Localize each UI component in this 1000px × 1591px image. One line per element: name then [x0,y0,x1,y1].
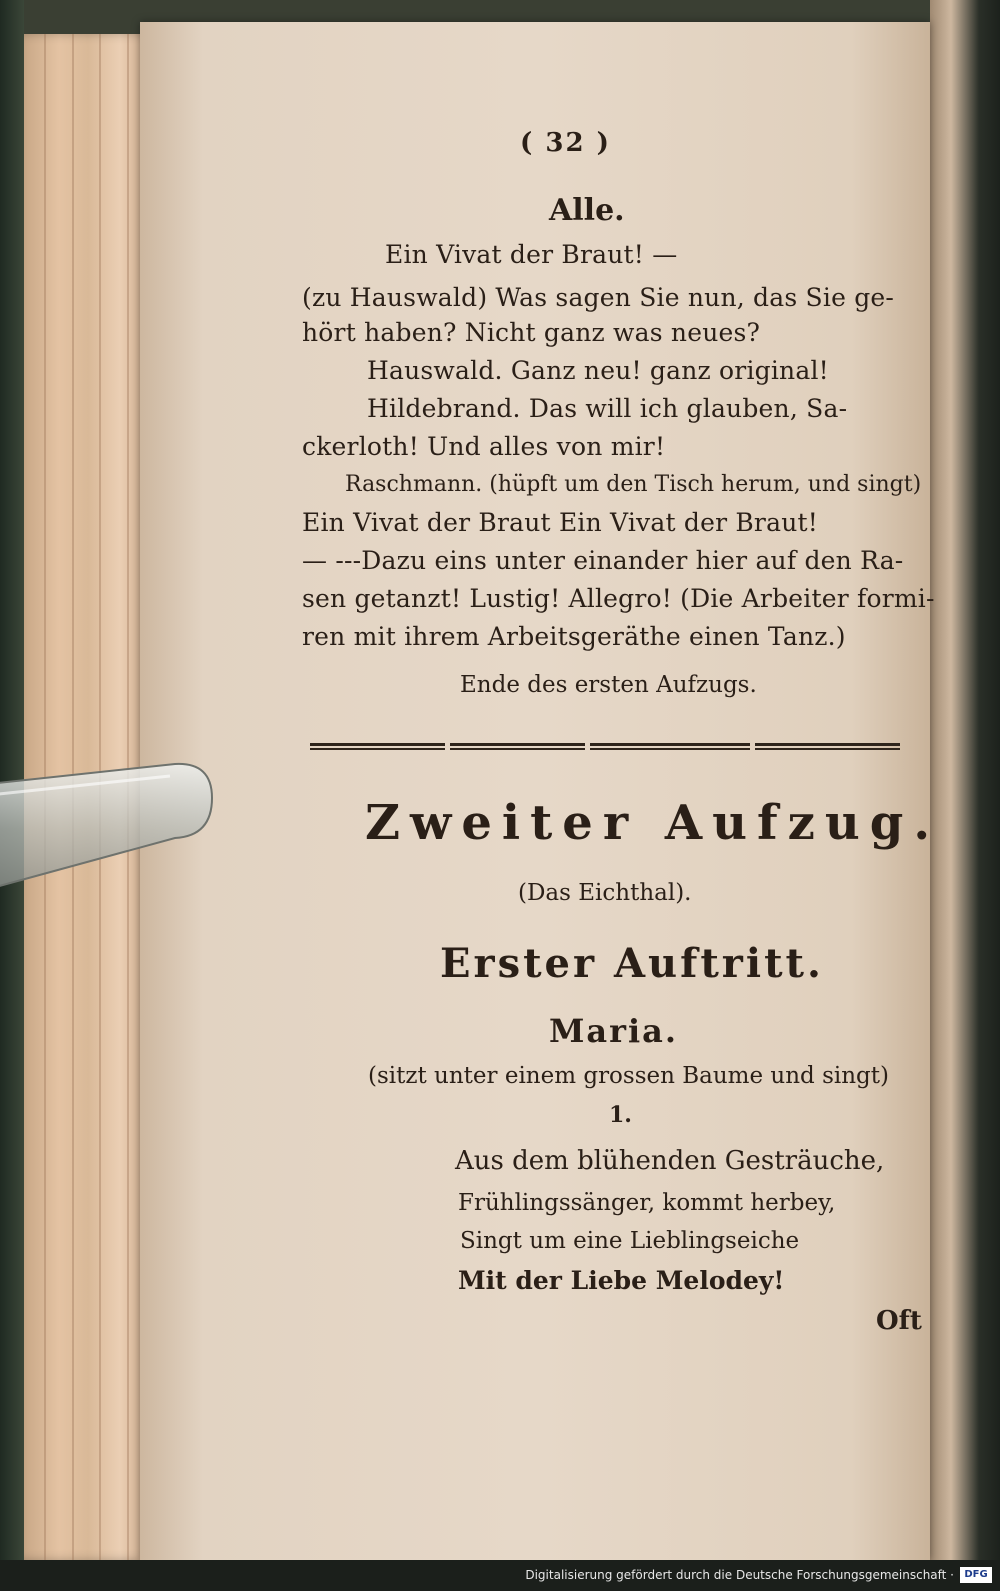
text-line: Hildebrand. Das will ich glauben, Sa- [367,394,848,423]
page-number: ( 32 ) [520,128,611,158]
verse-number: 1. [609,1102,632,1128]
text-line: Ein Vivat der Braut! — [385,240,678,269]
funding-credit: Digitalisierung gefördert durch die Deutsche Forschungsgemeinschaft · [525,1568,954,1582]
catchword: Oft [876,1306,922,1336]
act-setting: (Das Eichthal). [518,880,692,906]
text-line: ckerloth! Und alles von mir! [302,432,666,461]
text-line: — ---Dazu eins unter einander hier auf den Ra- [302,546,904,575]
text-line: Raschmann. (hüpft um den Tisch herum, und singt) [345,472,922,497]
verse-line: Aus dem blühenden Gesträuche, [455,1146,885,1176]
scan-background-right [930,0,1000,1560]
verse-line: Frühlingssänger, kommt herbey, [458,1190,836,1216]
act-end-note: Ende des ersten Aufzugs. [460,672,757,698]
text-line: Ein Vivat der Braut Ein Vivat der Braut! [302,508,818,537]
verse-line: Mit der Liebe Melodey! [458,1266,785,1295]
speaker-alle: Alle. [549,193,625,228]
text-line: sen getanzt! Lustig! Allegro! (Die Arbeiter formi- [302,584,935,613]
stage-direction: (sitzt unter einem grossen Baume und singt) [368,1063,889,1089]
text-line: (zu Hauswald) Was sagen Sie nun, das Sie ge- [302,283,895,312]
dfg-logo-icon: DFG [960,1567,992,1583]
text-line: ren mit ihrem Arbeitsgeräthe einen Tanz.) [302,622,846,651]
scene-title: Erster Auftritt. [440,940,824,987]
speaker-maria: Maria. [549,1012,679,1050]
act-title: Zweiter Aufzug. [365,795,941,851]
text-line: Hauswald. Ganz neu! ganz original! [367,356,829,385]
text-line: hört haben? Nicht ganz was neues? [302,318,761,347]
verse-line: Singt um eine Lieblingseiche [460,1228,800,1254]
section-divider-rule [310,740,900,752]
page-clip-icon [0,756,230,896]
